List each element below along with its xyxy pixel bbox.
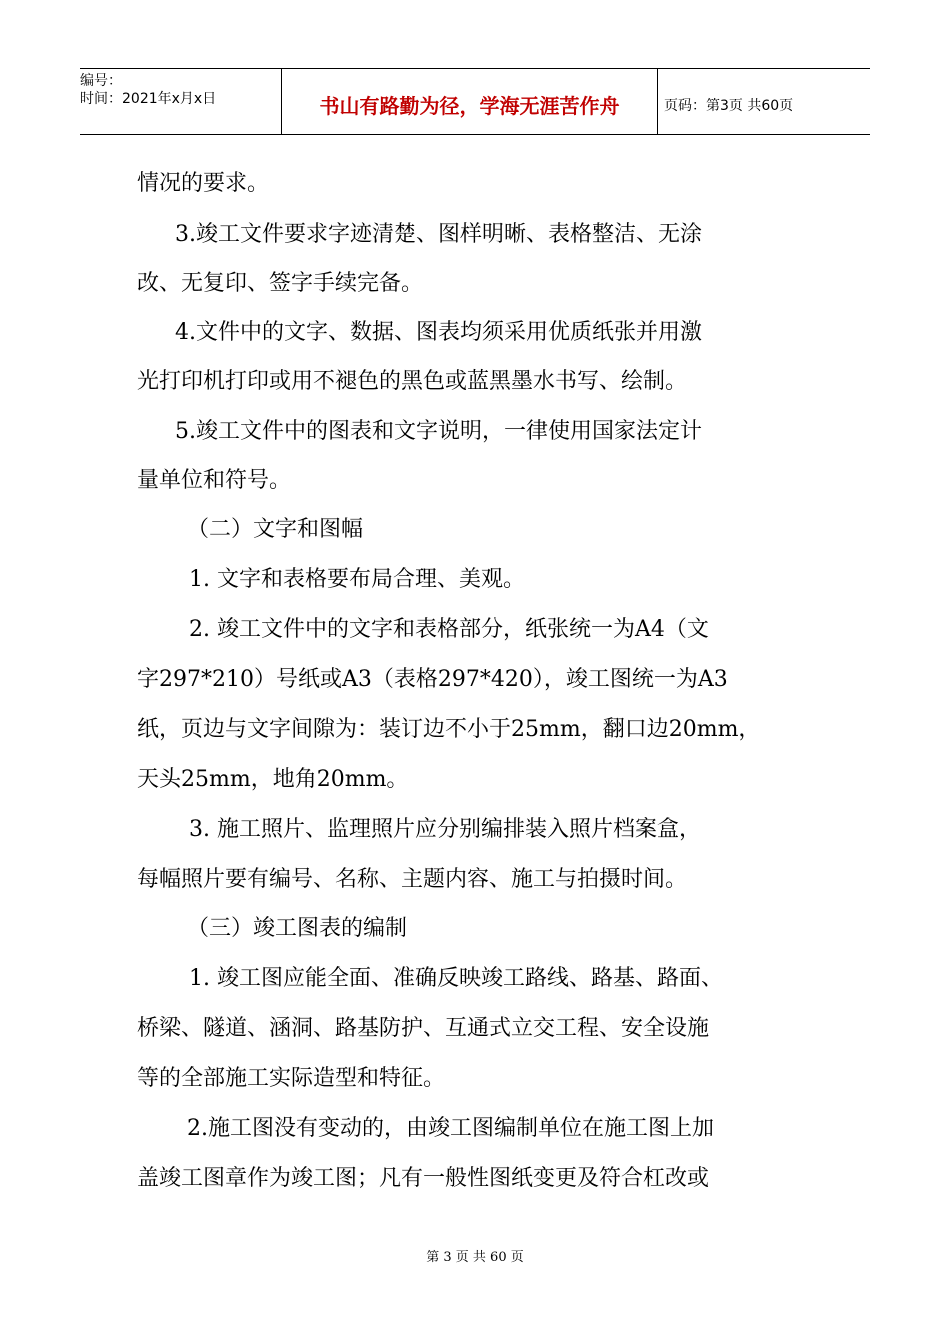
text-line: 纸，页边与文字间隙为：装订边不小于25mm，翻口边20mm， bbox=[137, 717, 761, 742]
section-heading: （二）文字和图幅 bbox=[187, 517, 364, 542]
header-motto: 书山有路勤为径，学海无涯苦作舟 bbox=[282, 69, 658, 134]
text-line: 1. 竣工图应能全面、准确反映竣工路线、路基、路面、 bbox=[189, 966, 723, 991]
text-line: 情况的要求。 bbox=[137, 171, 270, 196]
text-line: 字297*210）号纸或A3（表格297*420），竣工图统一为A3 bbox=[137, 667, 728, 692]
text-line: 天头25mm，地角20mm。 bbox=[137, 767, 409, 792]
text-line: 3. 施工照片、监理照片应分别编排装入照片档案盒， bbox=[189, 817, 701, 842]
text-line: 3.竣工文件要求字迹清楚、图样明晰、表格整洁、无涂 bbox=[175, 222, 702, 247]
section-heading: （三）竣工图表的编制 bbox=[187, 916, 408, 941]
text-line: 4.文件中的文字、数据、图表均须采用优质纸张并用激 bbox=[175, 320, 702, 345]
text-line: 2.施工图没有变动的，由竣工图编制单位在施工图上加 bbox=[187, 1116, 714, 1141]
text-line: 1. 文字和表格要布局合理、美观。 bbox=[189, 567, 525, 592]
header-page-info: 页码：第3页 共60页 bbox=[664, 97, 794, 114]
header-meta bbox=[80, 69, 282, 134]
text-line: 量单位和符号。 bbox=[137, 468, 292, 493]
time-label: 时间：2021年x月x日 bbox=[80, 91, 217, 107]
text-line: 改、无复印、签字手续完备。 bbox=[137, 271, 424, 296]
text-line: 光打印机打印或用不褪色的黑色或蓝黑墨水书写、绘制。 bbox=[137, 369, 688, 394]
text-line: 每幅照片要有编号、名称、主题内容、施工与拍摄时间。 bbox=[137, 867, 688, 892]
page-footer: 第 3 页 共 60 页 bbox=[426, 1250, 524, 1265]
text-line: 5.竣工文件中的图表和文字说明，一律使用国家法定计 bbox=[175, 419, 702, 444]
text-line: 2. 竣工文件中的文字和表格部分，纸张统一为A4（文 bbox=[189, 617, 709, 642]
code-label: 编号： bbox=[80, 73, 122, 89]
text-line: 等的全部施工实际造型和特征。 bbox=[137, 1066, 446, 1091]
page-header bbox=[80, 68, 870, 135]
text-line: 盖竣工图章作为竣工图；凡有一般性图纸变更及符合杠改或 bbox=[137, 1166, 710, 1191]
text-line: 桥梁、隧道、涵洞、路基防护、互通式立交工程、安全设施 bbox=[137, 1016, 710, 1041]
